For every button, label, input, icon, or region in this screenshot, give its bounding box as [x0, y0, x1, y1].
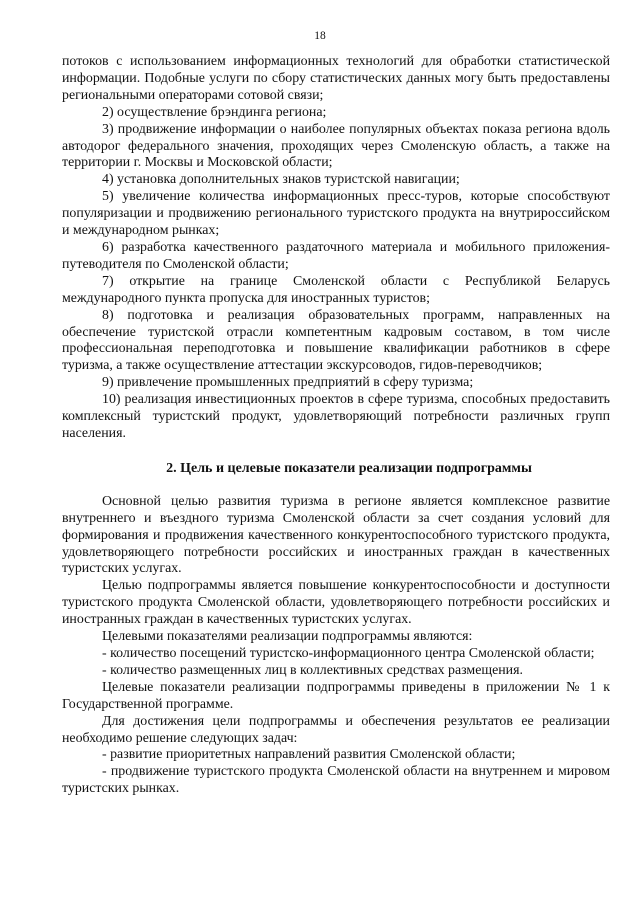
list-item: 3) продвижение информации о наиболее популярных объектах показа региона вдоль автодорог федерального значения, проходящих через Смоленскую область, а также на территории г. Москвы и Московской области; — [62, 121, 610, 171]
section-paragraph: Основной целью развития туризма в регионе является комплексное развитие внутреннего и въездного туризма Смоленской области за счет создания условий для формирования и продвижения качественного конкурентоспособного туристского продукта, удовлетворяющего потребности российских и иностранных граждан в качественных туристских услугах. — [62, 493, 610, 577]
list-item: 8) подготовка и реализация образовательных программ, направленных на обеспечение туристской отрасли компетентным кадровым составом, в том числе профессиональная переподготовка и повышение квалификации работников в сфере туризма, а также осуществление аттестации экскурсоводов, гидов-переводчиков; — [62, 307, 610, 374]
section-paragraph: - количество посещений туристско-информационного центра Смоленской области; — [102, 646, 595, 661]
section-paragraph: Целевыми показателями реализации подпрограммы являются: — [102, 629, 473, 645]
list-item: 10) реализация инвестиционных проектов в сфере туризма, способных предоставить комплексный туристский продукт, удовлетворяющий потребности различных групп населения. — [62, 392, 610, 441]
list-item: 2) осуществление брэндинга региона; — [102, 104, 327, 120]
section-heading: 2. Цель и целевые показатели реализации подпрограммы — [166, 460, 532, 476]
page-number: 18 — [314, 30, 326, 42]
section-paragraph: Целью подпрограммы является повышение конкурентоспособности и доступности туристского продукта Смоленской области, удовлетворяющего потребности российских и иностранных граждан в качественных туристских услугах. — [62, 578, 610, 628]
list-item: 5) увеличение количества информационных пресс-туров, которые способствуют популяризации и продвижению регионального туристского продукта на внутрироссийском и международном рынках; — [62, 189, 610, 239]
list-item: 4) установка дополнительных знаков туристской навигации; — [102, 172, 460, 188]
section-paragraph: - количество размещенных лиц в коллективных средствах размещения. — [102, 662, 523, 678]
section-paragraph: Для достижения цели подпрограммы и обеспечения результатов ее реализации необходимо решение следующих задач: — [62, 713, 610, 746]
document-body — [62, 54, 610, 798]
paragraph-continuation: потоков с использованием информационных технологий для обработки статистической информации. Подобные услуги по сбору статистических данных могу быть предоставлены региональными операторами сотовой связи; — [62, 54, 610, 103]
list-item: 6) разработка качественного раздаточного материала и мобильного приложения-путеводителя по Смоленской области; — [62, 239, 610, 272]
section-paragraph: - продвижение туристского продукта Смоленской области на внутреннем и мировом туристских рынках. — [62, 764, 610, 797]
section-paragraph: Целевые показатели реализации подпрограммы приведены в приложении № 1 к Государственной программе. — [62, 679, 610, 712]
list-item: 7) открытие на границе Смоленской области с Республикой Беларусь международного пункта пропуска для иностранных туристов; — [62, 273, 610, 306]
section-paragraph: - развитие приоритетных направлений развития Смоленской области; — [102, 747, 516, 763]
list-item: 9) привлечение промышленных предприятий в сферу туризма; — [102, 375, 474, 391]
